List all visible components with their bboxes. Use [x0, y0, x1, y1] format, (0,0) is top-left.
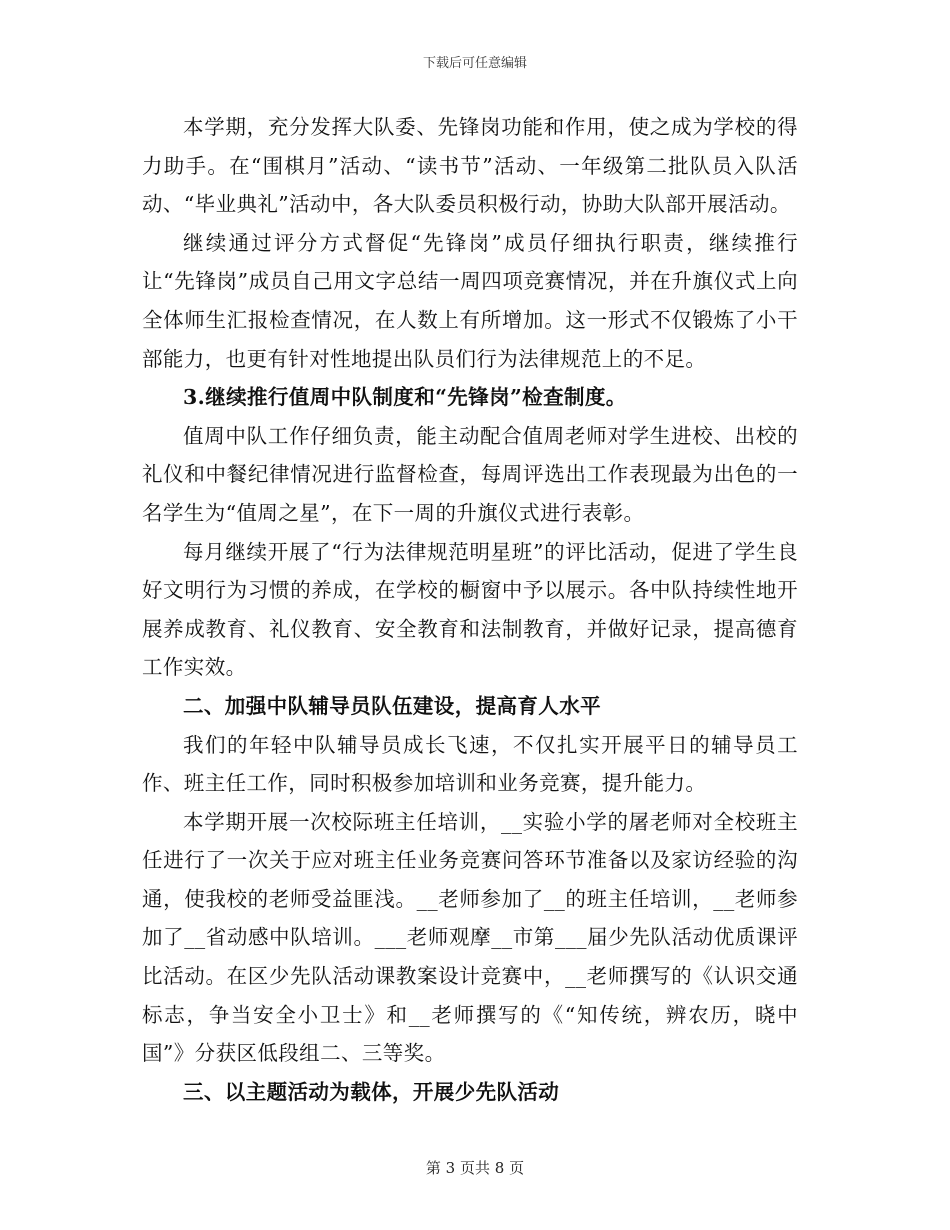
- section-heading-duty-squadron: 3.继续推行值周中队制度和“先锋岗”检查制度。: [183, 385, 627, 410]
- paragraph-training: 本学期开展一次校际班主任培训，__实验小学的屠老师对全校班主任进行了一次关于应对班主任业务竞赛问答环节准备以及家访经验的沟通，使我校的老师受益匪浅。__老师参加了__的班主任培训，__老师参加了__省动感中队培训。___老师观摩__市第___届少先队活动优质课评比活动。在区少先队活动课教案设计竞赛中，__老师撰写的《认识交通标志，争当安全小卫士》和__老师撰写的《“知传统，辨农历，晓中国”》分获区低段组二、三等奖。: [142, 809, 798, 1066]
- section-heading-theme-activities: 三、以主题活动为载体，开展少先队活动: [183, 1079, 560, 1104]
- page-number: 第 3 页共 8 页: [425, 1159, 525, 1177]
- document-body: [142, 108, 798, 1111]
- paragraph-duty-squadron: 值周中队工作仔细负责，能主动配合值周老师对学生进校、出校的礼仪和中餐纪律情况进行监督检查，每周评选出工作表现最为出色的一名学生为“值周之星”，在下一周的升旗仪式进行表彰。: [142, 423, 798, 525]
- paragraph-vanguard-post: 继续通过评分方式督促“先锋岗”成员仔细执行职责，继续推行让“先锋岗”成员自己用文字总结一周四项竞赛情况，并在升旗仪式上向全体师生汇报检查情况，在人数上有所增加。这一形式不仅锻炼了小干部能力，也更有针对性地提出队员们行为法律规范上的不足。: [142, 230, 798, 371]
- paragraph-star-class: 每月继续开展了“行为法律规范明星班”的评比活动，促进了学生良好文明行为习惯的养成，在学校的橱窗中予以展示。各中队持续性地开展养成教育、礼仪教育、安全教育和法制教育，并做好记录，提高德育工作实效。: [142, 539, 798, 680]
- page-header: 下载后可任意编辑: [422, 56, 527, 71]
- paragraph-young-counselors: 我们的年轻中队辅导员成长飞速，不仅扎实开展平日的辅导员工作、班主任工作，同时积极参加培训和业务竞赛，提升能力。: [142, 732, 798, 796]
- section-heading-counselor-team: 二、加强中队辅导员队伍建设，提高育人水平: [183, 693, 601, 718]
- paragraph-brigade-committee: 本学期，充分发挥大队委、先锋岗功能和作用，使之成为学校的得力助手。在“围棋月”活动、“读书节”活动、一年级第二批队员入队活动、“毕业典礼”活动中，各大队委员积极行动，协助大队部开展活动。: [142, 115, 798, 217]
